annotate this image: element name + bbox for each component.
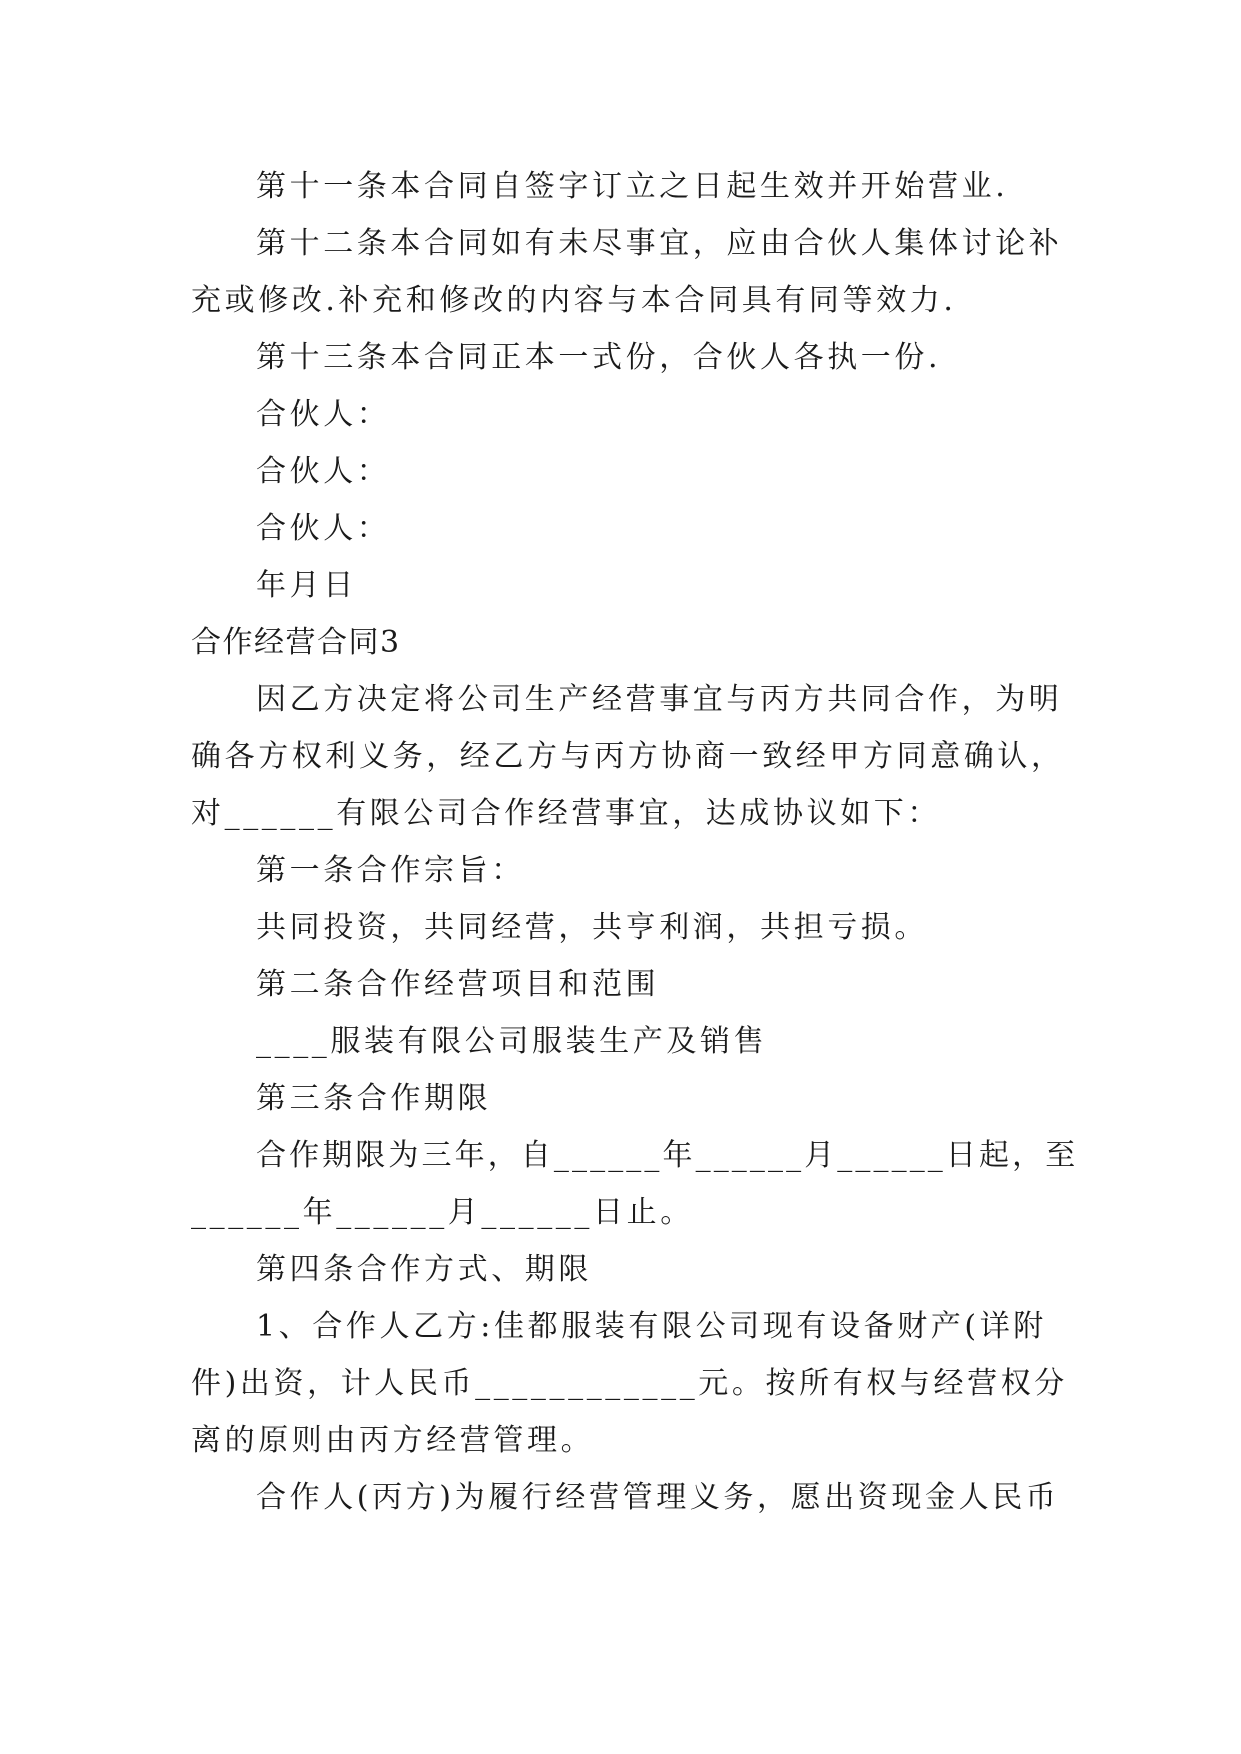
preamble-line-1: 因乙方决定将公司生产经营事宜与丙方共同合作，为明 xyxy=(256,682,1063,717)
clause-13-text: 第十三条本合同正本一式份，合伙人各执一份. xyxy=(256,340,942,375)
article-3-title: 第三条合作期限 xyxy=(256,1081,492,1116)
article-1-text: 共同投资，共同经营，共亨利润，共担亏损。 xyxy=(256,910,928,945)
section-heading: 合作经营合同3 xyxy=(191,625,401,660)
partner-signature-line-2: 合伙人： xyxy=(256,454,391,489)
article-4-title: 第四条合作方式、期限 xyxy=(256,1252,592,1287)
date-line: 年月日 xyxy=(256,568,357,603)
article-3-text-line-2: ______年______月______日止。 xyxy=(191,1195,694,1230)
article-2-title: 第二条合作经营项目和范围 xyxy=(256,967,660,1002)
partner-signature-line-3: 合伙人： xyxy=(256,511,391,546)
clause-12-text-line-1: 第十二条本合同如有未尽事宜，应由合伙人集体讨论补 xyxy=(256,226,1063,261)
preamble-line-3: 对______有限公司合作经营事宜，达成协议如下： xyxy=(191,796,941,831)
article-2-text: ____服装有限公司服装生产及销售 xyxy=(256,1024,768,1059)
article-4-item-1-line-2: 件)出资，计人民币____________元。按所有权与经营权分 xyxy=(191,1366,1068,1401)
clause-11-text: 第十一条本合同自签字订立之日起生效并开始营业. xyxy=(256,169,1009,204)
clause-12-text-line-2: 充或修改.补充和修改的内容与本合同具有同等效力. xyxy=(191,283,957,318)
article-3-text-line-1: 合作期限为三年，自______年______月______日起，至 xyxy=(256,1138,1079,1173)
preamble-line-2: 确各方权利义务，经乙方与丙方协商一致经甲方同意确认， xyxy=(191,739,1065,774)
article-4-item-1-line-1: 1、合作人乙方:佳都服装有限公司现有设备财产(详附 xyxy=(256,1309,1047,1344)
partner-signature-line-1: 合伙人： xyxy=(256,397,391,432)
article-4-item-1-line-3: 离的原则由丙方经营管理。 xyxy=(191,1423,595,1458)
article-1-title: 第一条合作宗旨： xyxy=(256,853,525,888)
article-4-item-2-line-1: 合作人(丙方)为履行经营管理义务，愿出资现金人民币 xyxy=(256,1480,1060,1515)
